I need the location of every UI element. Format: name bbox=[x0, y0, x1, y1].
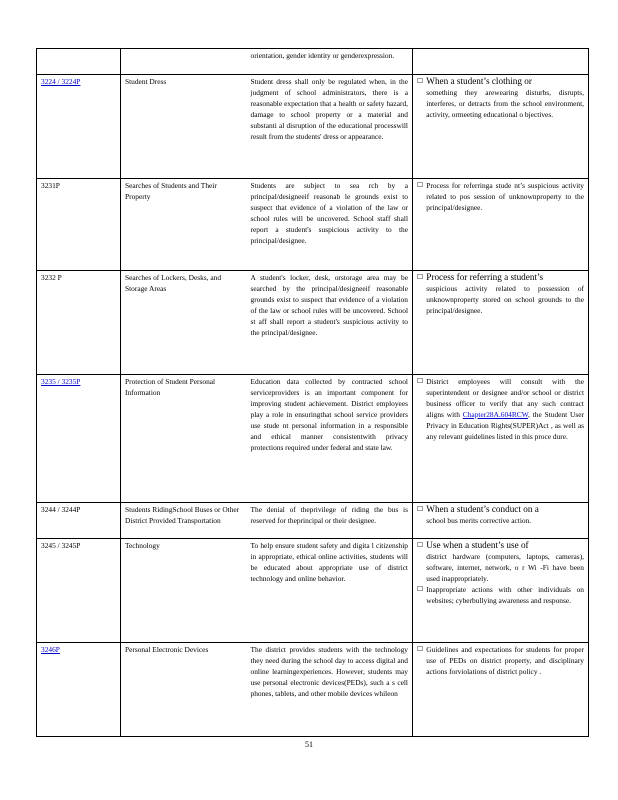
process-text: something they arewearing disturbs, disrupts, interferes, or detracts from the school environment, activity, ormeeting educational o bjectives. bbox=[426, 88, 584, 119]
policy-code-cell bbox=[37, 271, 121, 375]
checkbox-bullet-icon: ☐ bbox=[417, 181, 424, 189]
process-lead: Process for referring a student’s bbox=[426, 272, 544, 282]
process-bullet bbox=[417, 644, 584, 677]
process-bullet bbox=[417, 76, 584, 120]
policy-code-cell bbox=[37, 503, 121, 539]
policy-code: 3245 / 3245P bbox=[41, 541, 81, 550]
page-number: 51 bbox=[305, 740, 313, 749]
policy-description-cell: Students are subject to sea rch by a principal/designeeif reasonab le grounds exist to suspect that evidence of a violation of the law or school rules will be uncovered. School staff shall report a student's suspicious activity to the principal/designee. bbox=[247, 179, 413, 271]
policy-title-cell: Technology bbox=[121, 539, 247, 643]
process-text: Guidelines and expectations for students for proper use of PEDs on district property, and disciplinary actions forviolations of district policy . bbox=[426, 645, 584, 676]
policy-title-cell bbox=[121, 49, 247, 75]
checkbox-bullet-icon: ☐ bbox=[417, 645, 424, 653]
policy-code-cell bbox=[37, 179, 121, 271]
process-cell bbox=[413, 49, 589, 75]
policy-title-cell: Student Dress bbox=[121, 75, 247, 179]
process-cell bbox=[413, 271, 589, 375]
policy-code-cell bbox=[37, 75, 121, 179]
process-cell bbox=[413, 503, 589, 539]
rcw-chapter-link[interactable]: Chapter28A.604RCW bbox=[462, 410, 529, 419]
table-row bbox=[37, 375, 589, 503]
process-text: school bus merits corrective action. bbox=[426, 516, 532, 525]
process-text: district hardware (computers, laptops, cameras), software, internet, network, o r Wi -Fi have been used inappropriately. bbox=[426, 552, 584, 583]
policy-description-cell: Education data collected by contracted school serviceproviders is an important component for improving student achievement. District employees play a role in ensuringthat school service providers use stude nt personal information in a responsible and ethical manner consistentwith privacy protections required under federal and state law. bbox=[247, 375, 413, 503]
process-cell bbox=[413, 179, 589, 271]
checkbox-bullet-icon: ☐ bbox=[417, 505, 424, 513]
table-row bbox=[37, 503, 589, 539]
policy-code-cell bbox=[37, 49, 121, 75]
process-lead: Use when a student’s use of bbox=[426, 540, 529, 550]
policy-title-cell: Personal Electronic Devices bbox=[121, 643, 247, 737]
policy-code-cell bbox=[37, 375, 121, 503]
process-text: District employees will consult with the superintendent or designee and/or school or district business officer to verify that any such contract aligns with bbox=[426, 377, 584, 419]
process-cell bbox=[413, 375, 589, 503]
policy-code-cell bbox=[37, 539, 121, 643]
policy-description-cell: A student's locker, desk, orstorage area may be searched by the principal/designeeif reasonable grounds exist to suspect that evidence of a violation of the law or school rules will be uncovered. School st aff shall report a student's suspicious activity to the principal/designee. bbox=[247, 271, 413, 375]
policy-code: 3232 P bbox=[41, 273, 62, 282]
process-bullet bbox=[417, 540, 584, 584]
policy-code-cell bbox=[37, 643, 121, 737]
process-bullet bbox=[417, 504, 584, 526]
process-cell bbox=[413, 643, 589, 737]
checkbox-bullet-icon: ☐ bbox=[417, 585, 424, 593]
policy-title-cell: Searches of Lockers, Desks, and Storage Areas bbox=[121, 271, 247, 375]
process-bullet bbox=[417, 180, 584, 213]
process-cell bbox=[413, 75, 589, 179]
table-row bbox=[37, 49, 589, 75]
policy-title-cell: Protection of Student Personal Information bbox=[121, 375, 247, 503]
policy-description-cell: Student dress shall only be regulated when, in the judgment of school administrators, there is a reasonable expectation that a health or safety hazard, damage to school property or a material and substanti al disruption of the educational processwill result from the students' dress or appearance. bbox=[247, 75, 413, 179]
policy-code: 3244 / 3244P bbox=[41, 505, 81, 514]
process-text: Inappropriate actions with other individuals on websites; cyberbullying awareness and response. bbox=[426, 585, 584, 605]
policy-description-cell: The district provides students with the technology they need during the school day to access digital and online learningexperiences. However, students may use personal electronic devices(PEDs), such a s cell phones, tablets, and other mobile devices whileon bbox=[247, 643, 413, 737]
procedure-table bbox=[36, 48, 589, 737]
table-row bbox=[37, 75, 589, 179]
process-bullet bbox=[417, 584, 584, 606]
checkbox-bullet-icon: ☐ bbox=[417, 377, 424, 385]
policy-description-cell: The denial of theprivilege of riding the bus is reserved for theprincipal or their designee. bbox=[247, 503, 413, 539]
process-bullet bbox=[417, 272, 584, 316]
process-cell bbox=[413, 539, 589, 643]
process-lead: When a student’s conduct on a bbox=[426, 504, 539, 514]
policy-title-cell: Students RidingSchool Buses or Other District Provided Transportation bbox=[121, 503, 247, 539]
table-row bbox=[37, 271, 589, 375]
policy-description-cell: To help ensure student safety and digita l citizenship in appropriate, ethical online activities, students will be educated about appropriate use of district technology and online behavior. bbox=[247, 539, 413, 643]
policy-description-cell: orientation, gender identity or genderexpression. bbox=[247, 49, 413, 75]
policy-code-link[interactable]: 3246P bbox=[41, 645, 60, 654]
process-text: suspicious activity related to possession of unknownproperty stored on school grounds to the principal/designee. bbox=[426, 284, 584, 315]
policy-code: 3231P bbox=[41, 181, 60, 190]
table-row bbox=[37, 179, 589, 271]
policy-code-link[interactable]: 3224 / 3224P bbox=[41, 77, 81, 86]
process-bullet bbox=[417, 376, 584, 442]
process-text: , the Student User Privacy in Education Rights(SUPER)Act , as well as any relevant guidelines listed in this proce dure. bbox=[426, 410, 584, 441]
process-lead: When a student’s clothing or bbox=[426, 76, 532, 86]
process-text: Process for referringa stude nt’s suspicious activity related to pos session of unknownproperty to the principal/designee. bbox=[426, 181, 584, 212]
policy-title-cell: Searches of Students and Their Property bbox=[121, 179, 247, 271]
table-row bbox=[37, 539, 589, 643]
table-row bbox=[37, 643, 589, 737]
checkbox-bullet-icon: ☐ bbox=[417, 273, 424, 281]
policy-code-link[interactable]: 3235 / 3235P bbox=[41, 377, 81, 386]
checkbox-bullet-icon: ☐ bbox=[417, 77, 424, 85]
checkbox-bullet-icon: ☐ bbox=[417, 541, 424, 549]
